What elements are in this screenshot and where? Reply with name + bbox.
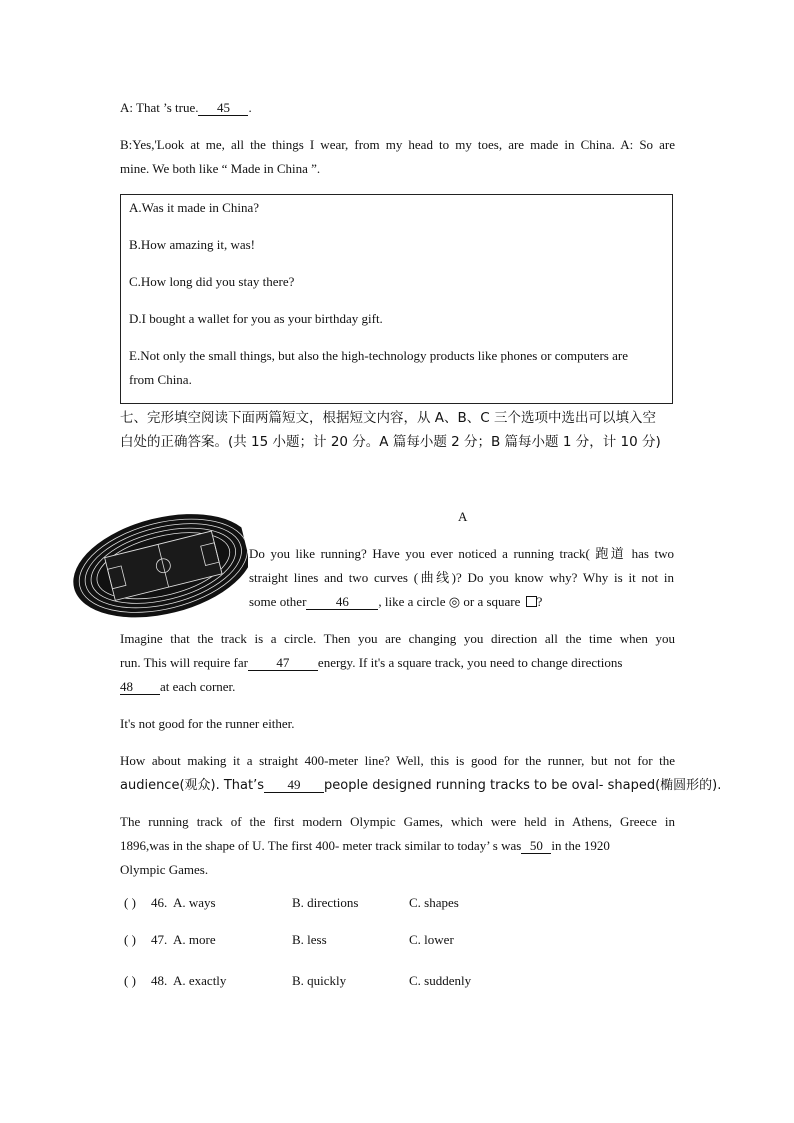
options-box xyxy=(120,194,673,404)
passage-p1-line-3: some other 46 , like a circle ◎ or a square ? xyxy=(249,594,543,609)
passage-p3: It's not good for the runner either. xyxy=(120,716,295,731)
choice-b[interactable]: B. less xyxy=(292,932,327,947)
dialogue-line-3: mine. We both like “ Made in China ”. xyxy=(120,161,321,176)
choice-c[interactable]: C. lower xyxy=(409,932,454,947)
blank-49: 49 xyxy=(264,777,324,793)
passage-p5-line-2: 1896,was in the shape of U. The first 400- meter track similar to today’ s was 50 in the 1920 xyxy=(120,838,610,853)
dialogue-line-2: B:Yes,'Look at me, all the things I wear, from my head to my toes, are made in China. A: So are xyxy=(120,137,675,152)
blank-50: 50 xyxy=(521,838,551,854)
passage-p4-line-2: audience(观众). That’s 49 people designed running tracks to be oval- shaped(椭圆形的). xyxy=(120,777,722,793)
answer-paren[interactable]: ( ) xyxy=(124,932,136,947)
option-a: A.Was it made in China? xyxy=(129,200,260,215)
answer-paren[interactable]: ( ) xyxy=(124,895,136,910)
passage-p5-line-3: Olympic Games. xyxy=(120,862,209,877)
blank-47: 47 xyxy=(248,655,318,671)
choice-a[interactable]: A. ways xyxy=(173,895,216,910)
choice-b[interactable]: B. quickly xyxy=(292,973,347,988)
option-c: C.How long did you stay there? xyxy=(129,274,295,289)
choice-a[interactable]: A. more xyxy=(173,932,216,947)
choice-c[interactable]: C. suddenly xyxy=(409,973,472,988)
option-e: E.Not only the small things, but also the high-technology products like phones or computers are xyxy=(129,348,628,363)
passage-p5-line-1: The running track of the first modern Olympic Games, which were held in Athens, Greece in xyxy=(120,814,675,829)
blank-45: 45 xyxy=(198,100,248,116)
square-symbol xyxy=(526,596,537,607)
section-instructions-line-2: 白处的正确答案。(共 15 小题；计 20 分。A 篇每小题 2 分；B 篇每小题 1 分，计 10 分) xyxy=(120,434,661,450)
dialogue-line-1: A: That ’s true. 45 . xyxy=(120,100,252,115)
choice-b[interactable]: B. directions xyxy=(292,895,359,910)
answer-paren[interactable]: ( ) xyxy=(124,973,136,988)
passage-title: A xyxy=(458,509,468,524)
blank-46: 46 xyxy=(306,594,378,610)
option-e-continued: from China. xyxy=(129,372,192,387)
passage-p2-line-3: 48 at each corner. xyxy=(120,679,236,694)
choice-a[interactable]: A. exactly xyxy=(173,973,227,988)
running-track-image xyxy=(68,505,248,620)
section-instructions-line-1: 七、完形填空阅读下面两篇短文，根据短文内容，从 A、B、C 三个选项中选出可以填入空 xyxy=(120,410,657,426)
passage-p1-line-2: straight lines and two curves (曲线)? Do you know why? Why is it not in xyxy=(249,570,674,585)
choice-c[interactable]: C. shapes xyxy=(409,895,459,910)
blank-48: 48 xyxy=(120,679,160,695)
option-d: D.I bought a wallet for you as your birthday gift. xyxy=(129,311,383,326)
passage-p4-line-1: How about making it a straight 400-meter line? Well, this is good for the runner, but not for the xyxy=(120,753,675,768)
passage-p2-line-2: run. This will require far 47 energy. If it's a square track, you need to change directions xyxy=(120,655,623,670)
passage-p1-line-1: Do you like running? Have you ever noticed a running track( 跑道 has two xyxy=(249,546,674,561)
option-b: B.How amazing it, was! xyxy=(129,237,256,252)
passage-p2-line-1: Imagine that the track is a circle. Then you are changing you direction all the time when you xyxy=(120,631,675,646)
